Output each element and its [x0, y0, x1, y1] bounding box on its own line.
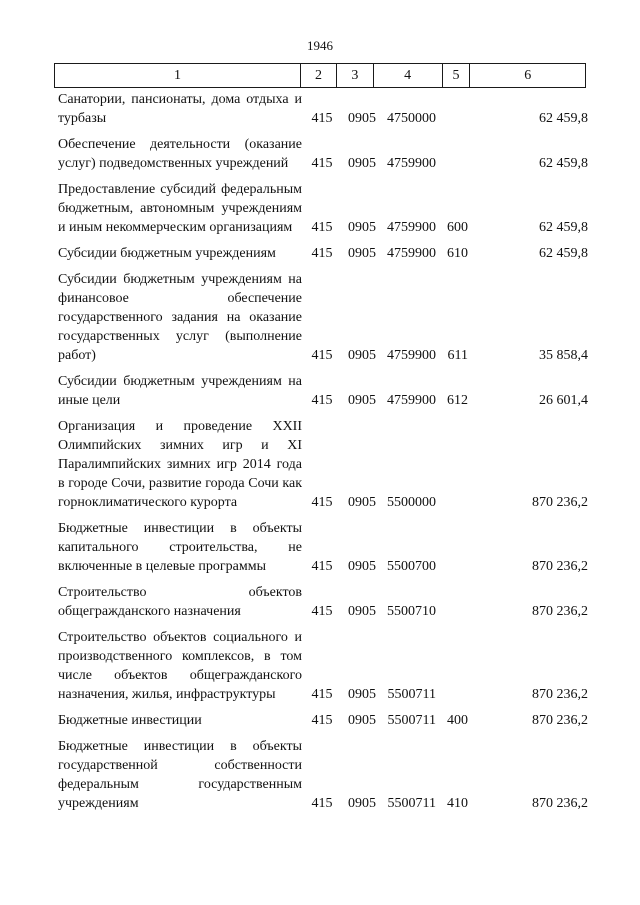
row-admin-code: 415: [311, 604, 333, 619]
table-body: [58, 90, 588, 820]
table-header: [54, 63, 586, 88]
row-target-code: 5500711: [387, 687, 436, 702]
table-row: [58, 180, 588, 237]
row-admin-code: 415: [311, 348, 333, 363]
row-amount: 870 236,2: [532, 495, 588, 510]
row-target-code: 4759900: [387, 156, 436, 171]
table-row: [58, 244, 588, 263]
header-col-5: 5: [443, 64, 471, 87]
row-admin-code: 415: [311, 559, 333, 574]
row-amount: 62 459,8: [539, 220, 588, 235]
row-section-code: 0905: [348, 393, 376, 408]
row-amount: 26 601,4: [539, 393, 588, 408]
row-amount: 870 236,2: [532, 687, 588, 702]
row-admin-code: 415: [311, 111, 333, 126]
row-admin-code: 415: [311, 246, 333, 261]
row-name: Субсидии бюджетным учреждениям на финансовое обеспечение государственного задания на оказание государственных услуг (выполнение работ): [58, 272, 302, 363]
table-row: [58, 628, 588, 704]
row-admin-code: 415: [311, 220, 333, 235]
header-col-4: 4: [374, 64, 443, 87]
row-admin-code: 415: [311, 687, 333, 702]
row-target-code: 5500710: [387, 604, 436, 619]
row-section-code: 0905: [348, 111, 376, 126]
row-amount: 35 858,4: [539, 348, 588, 363]
row-name: Бюджетные инвестиции в объекты капитального строительства, не включенные в целевые программы: [58, 521, 302, 574]
header-col-2: 2: [301, 64, 337, 87]
table-row: [58, 417, 588, 512]
row-name: Бюджетные инвестиции в объекты государственной собственности федеральным государственным учреждениям: [58, 739, 302, 811]
table-row: [58, 372, 588, 410]
row-name: Санатории, пансионаты, дома отдыха и турбазы: [58, 92, 302, 126]
table-row: [58, 737, 588, 813]
row-admin-code: 415: [311, 156, 333, 171]
page-number: 1946: [307, 38, 333, 53]
row-target-code: 5500711: [387, 713, 436, 728]
row-name: Строительство объектов общегражданского назначения: [58, 585, 302, 619]
row-admin-code: 415: [311, 495, 333, 510]
table-row: [58, 519, 588, 576]
table-row: [58, 583, 588, 621]
header-col-1: 1: [55, 64, 301, 87]
row-section-code: 0905: [348, 156, 376, 171]
row-admin-code: 415: [311, 713, 333, 728]
header-col-3: 3: [337, 64, 374, 87]
row-expense-type: 400: [447, 713, 468, 728]
row-expense-type: 410: [447, 796, 468, 811]
row-section-code: 0905: [348, 495, 376, 510]
table-row: [58, 135, 588, 173]
row-section-code: 0905: [348, 604, 376, 619]
row-expense-type: 600: [447, 220, 468, 235]
row-target-code: 5500000: [387, 495, 436, 510]
header-col-6: 6: [524, 68, 532, 83]
row-amount: 62 459,8: [539, 156, 588, 171]
row-name: Предоставление субсидий федеральным бюджетным, автономным учреждениям и иным некоммерческим организациям: [58, 182, 302, 235]
row-section-code: 0905: [348, 246, 376, 261]
row-amount: 870 236,2: [532, 559, 588, 574]
row-target-code: 4759900: [387, 348, 436, 363]
row-name: Обеспечение деятельности (оказание услуг) подведомственных учреждений: [58, 137, 302, 171]
row-amount: 62 459,8: [539, 246, 588, 261]
row-amount: 870 236,2: [532, 604, 588, 619]
row-amount: 870 236,2: [532, 796, 588, 811]
table-row: [58, 711, 588, 730]
row-target-code: 5500711: [387, 796, 436, 811]
row-target-code: 4759900: [387, 246, 436, 261]
row-section-code: 0905: [348, 220, 376, 235]
table-row: [58, 90, 588, 128]
row-name: Субсидии бюджетным учреждениям на иные цели: [58, 374, 302, 408]
row-section-code: 0905: [348, 796, 376, 811]
row-section-code: 0905: [348, 687, 376, 702]
row-admin-code: 415: [311, 393, 333, 408]
row-target-code: 4750000: [387, 111, 436, 126]
table-row: [58, 270, 588, 365]
row-expense-type: 612: [447, 393, 468, 408]
row-section-code: 0905: [348, 713, 376, 728]
row-name: Организация и проведение XXII Олимпийских зимних игр и XI Паралимпийских зимних игр 2014 года в городе Сочи, развитие города Сочи как горноклиматического курорта: [58, 419, 302, 510]
row-amount: 62 459,8: [539, 111, 588, 126]
row-name: Бюджетные инвестиции: [58, 713, 202, 728]
row-amount: 870 236,2: [532, 713, 588, 728]
row-target-code: 4759900: [387, 393, 436, 408]
row-admin-code: 415: [311, 796, 333, 811]
row-expense-type: 610: [447, 246, 468, 261]
row-target-code: 5500700: [387, 559, 436, 574]
row-section-code: 0905: [348, 348, 376, 363]
row-expense-type: 611: [447, 348, 468, 363]
row-target-code: 4759900: [387, 220, 436, 235]
row-name: Субсидии бюджетным учреждениям: [58, 246, 276, 261]
row-section-code: 0905: [348, 559, 376, 574]
row-name: Строительство объектов социального и производственного комплексов, в том числе объектов общегражданского назначения, жилья, инфраструктуры: [58, 630, 302, 702]
